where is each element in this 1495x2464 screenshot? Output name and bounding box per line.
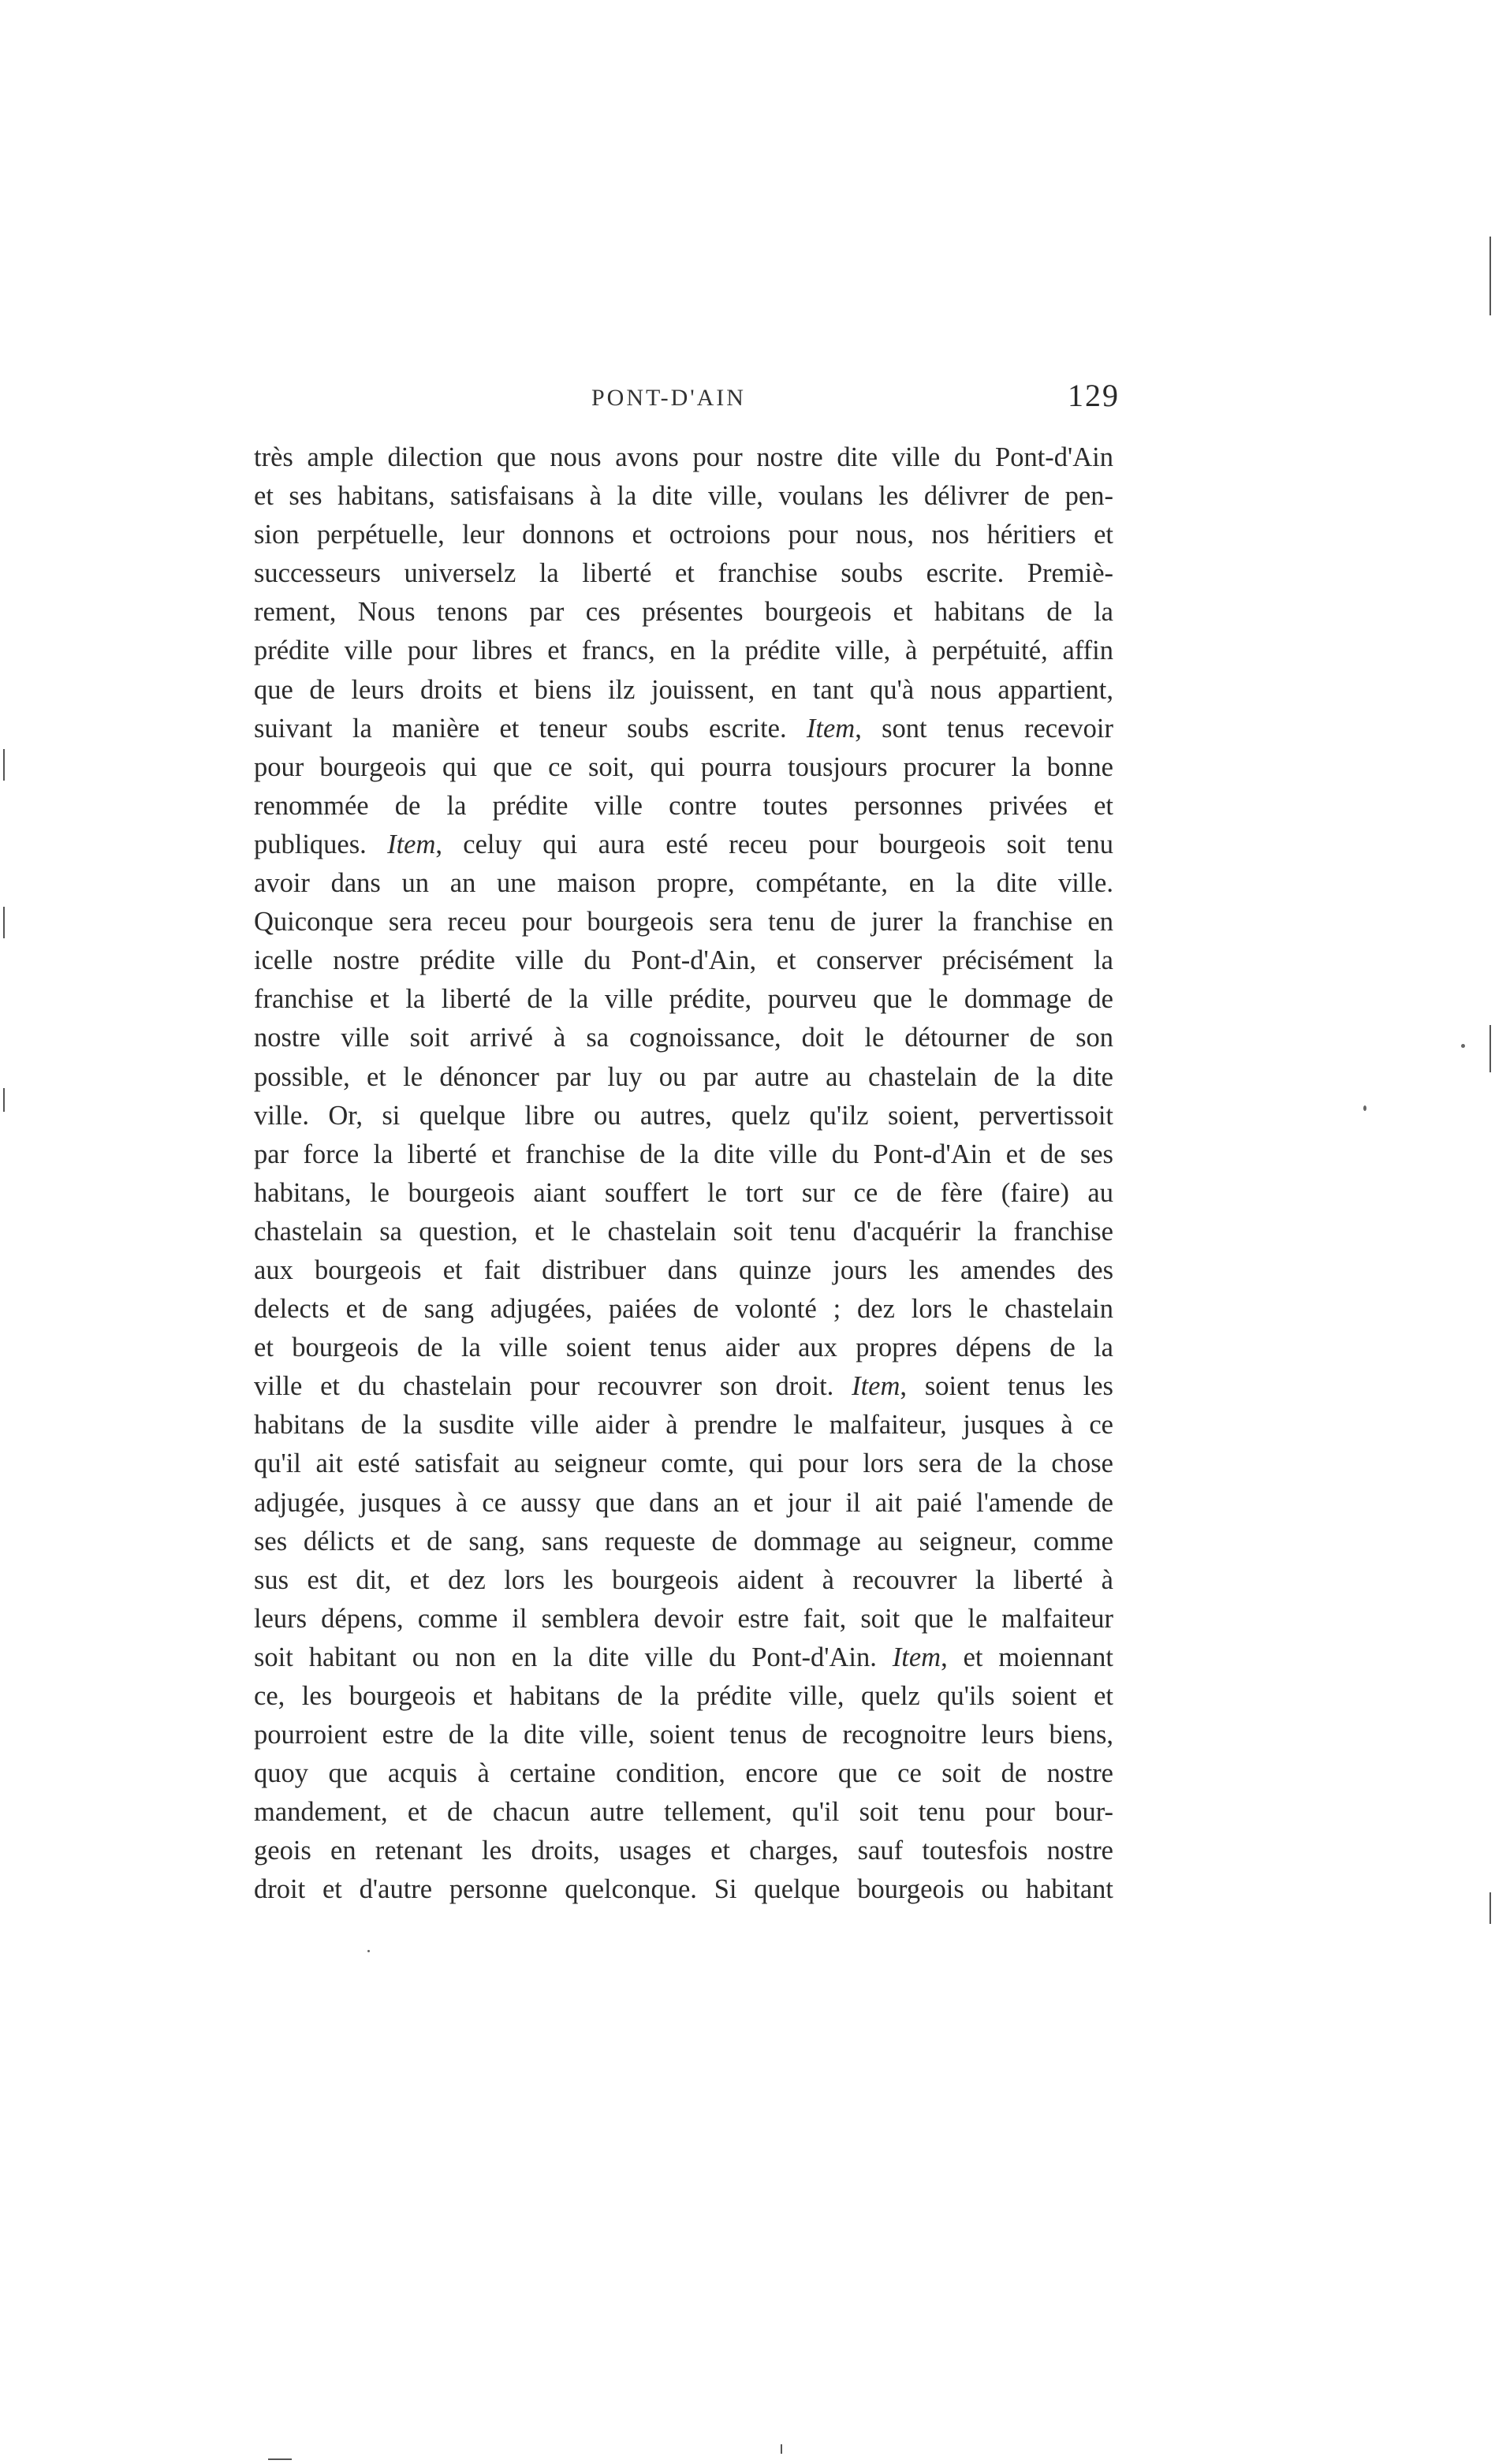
scan-edge-mark (781, 2444, 782, 2454)
text-line: icelle nostre prédite ville du Pont-d'Ain, et conserver précisément la (254, 945, 1113, 976)
text-line: successeurs universelz la liberté et franchise soubs escrite. Premiè- (254, 558, 1113, 589)
text-line: ville. Or, si quelque libre ou autres, quelz qu'ilz soient, pervertissoit (254, 1100, 1113, 1131)
item-italic: Item (852, 1371, 900, 1402)
text-line: habitans, le bourgeois aiant souffert le tort sur ce de fère (faire) au (254, 1177, 1113, 1208)
scan-edge-mark (268, 2458, 292, 2460)
scan-speck (1461, 1044, 1465, 1048)
scan-edge-mark (1489, 237, 1491, 315)
text-line: par force la liberté et franchise de la dite ville du Pont-d'Ain et de ses (254, 1139, 1113, 1169)
text-line: prédite ville pour libres et francs, en la prédite ville, à perpétuité, affin (254, 636, 1113, 666)
scan-edge-mark (1489, 1025, 1491, 1072)
scan-edge-mark (3, 907, 5, 938)
text-line: delects et de sang adjugées, paiées de volonté ; dez lors le chastelain (254, 1294, 1113, 1325)
scan-speck (1363, 1105, 1366, 1111)
scan-edge-mark (3, 1088, 5, 1112)
scan-speck (367, 1950, 370, 1952)
text-line: aux bourgeois et fait distribuer dans quinze jours les amendes des (254, 1254, 1113, 1285)
text-line: suivant la manière et teneur soubs escrite. Item, sont tenus recevoir (254, 713, 1113, 744)
text-line: possible, et le dénoncer par luy ou par autre au chastelain de la dite (254, 1061, 1113, 1092)
text-line: publiques. Item, celuy qui aura esté receu pour bourgeois soit tenu (254, 829, 1113, 859)
text-line: et ses habitans, satisfaisans à la dite ville, voulans les délivrer de pen- (254, 481, 1113, 512)
item-italic: Item (387, 829, 436, 859)
text-line: chastelain sa question, et le chastelain soit tenu d'acquérir la franchise (254, 1216, 1113, 1247)
text-line: Quiconque sera receu pour bourgeois sera tenu de jurer la franchise en (254, 907, 1113, 938)
text-line: que de leurs droits et biens ilz jouissent, en tant qu'à nous appartient, (254, 674, 1113, 705)
text-line: très ample dilection que nous avons pour nostre dite ville du Pont-d'Ain (254, 442, 1113, 472)
text-line: leurs dépens, comme il semblera devoir estre fait, soit que le malfaiteur (254, 1603, 1113, 1634)
text-line: geois en retenant les droits, usages et charges, sauf toutesfois nostre (254, 1836, 1113, 1866)
body-text (254, 438, 1113, 1910)
text-line: renommée de la prédite ville contre toutes personnes privées et (254, 790, 1113, 821)
item-italic: Item (806, 713, 856, 744)
scan-edge-mark (1489, 1892, 1491, 1924)
text-line: soit habitant ou non en la dite ville du Pont-d'Ain. Item, et moiennant (254, 1642, 1113, 1672)
text-line: qu'il ait esté satisfait au seigneur comte, qui pour lors sera de la chose (254, 1448, 1113, 1479)
running-head (252, 377, 1120, 424)
item-italic: Item (892, 1642, 941, 1672)
scan-edge-mark (3, 749, 5, 781)
text-line: pour bourgeois qui que ce soit, qui pourra tousjours procurer la bonne (254, 751, 1113, 782)
page-number: 129 (1068, 378, 1120, 413)
text-line: mandement, et de chacun autre tellement, qu'il soit tenu pour bour- (254, 1797, 1113, 1828)
text-line: ville et du chastelain pour recouvrer son droit. Item, soient tenus les (254, 1371, 1113, 1402)
text-line: rement, Nous tenons par ces présentes bourgeois et habitans de la (254, 597, 1113, 628)
running-title: PONT-D'AIN (591, 385, 746, 411)
text-line: pourroient estre de la dite ville, soient tenus de recognoitre leurs biens, (254, 1720, 1113, 1750)
text-line: avoir dans un an une maison propre, compétante, en la dite ville. (254, 868, 1113, 899)
text-line: ce, les bourgeois et habitans de la prédite ville, quelz qu'ils soient et (254, 1681, 1113, 1711)
text-line: habitans de la susdite ville aider à prendre le malfaiteur, jusques à ce (254, 1410, 1113, 1441)
text-line: ses délicts et de sang, sans requeste de dommage au seigneur, comme (254, 1526, 1113, 1556)
text-line: droit et d'autre personne quelconque. Si quelque bourgeois ou habitant (254, 1874, 1113, 1905)
text-line: adjugée, jusques à ce aussy que dans an et jour il ait paié l'amende de (254, 1487, 1113, 1518)
text-line: et bourgeois de la ville soient tenus aider aux propres dépens de la (254, 1333, 1113, 1363)
text-line: nostre ville soit arrivé à sa cognoissance, doit le détourner de son (254, 1023, 1113, 1053)
text-line: franchise et la liberté de la ville prédite, pourveu que le dommage de (254, 984, 1113, 1015)
text-line: sus est dit, et dez lors les bourgeois aident à recouvrer la liberté à (254, 1564, 1113, 1595)
text-line: sion perpétuelle, leur donnons et octroions pour nous, nos héritiers et (254, 520, 1113, 550)
text-line: quoy que acquis à certaine condition, encore que ce soit de nostre (254, 1758, 1113, 1789)
